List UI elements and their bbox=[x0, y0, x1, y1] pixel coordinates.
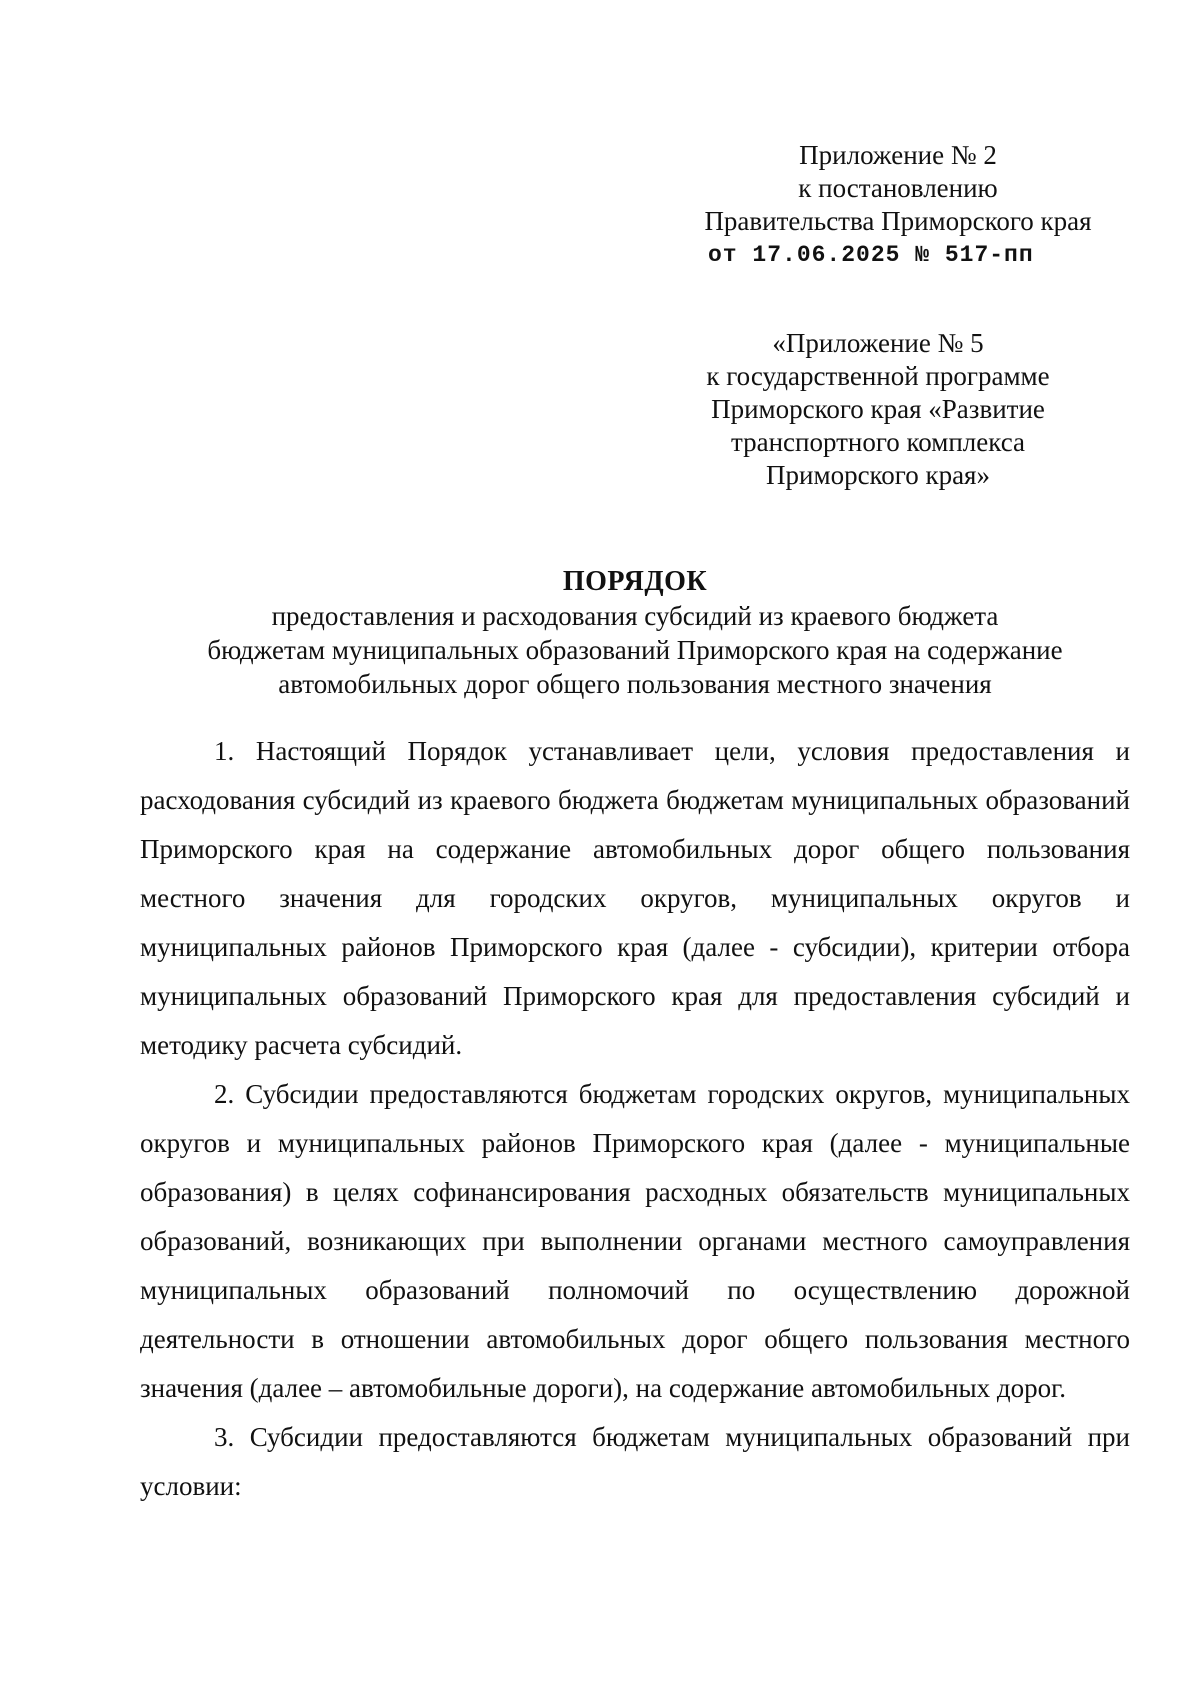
document-subtitle-line-1: предоставления и расходования субсидий из краевого бюджета bbox=[271, 601, 999, 631]
appendix-5-title: «Приложение № 5 bbox=[772, 328, 984, 358]
appendix-5-program-line-3: Приморского края» bbox=[766, 460, 990, 490]
appendix-2-issuer: Правительства Приморского края bbox=[704, 206, 1092, 236]
appendix-5-header bbox=[628, 327, 1128, 492]
resolution-number-stamp: от 17.06.2025 № 517-пп bbox=[708, 242, 1034, 268]
paragraph-3: 3. Субсидии предоставляются бюджетам муниципальных образований при условии: bbox=[140, 1422, 1130, 1501]
document-subtitle-line-3: автомобильных дорог общего пользования местного значения bbox=[278, 669, 992, 699]
appendix-2-title: Приложение № 2 bbox=[799, 140, 997, 170]
document-title: ПОРЯДОК bbox=[562, 566, 708, 597]
appendix-5-program-line-1: Приморского края «Развитие bbox=[711, 394, 1045, 424]
paragraph-2: 2. Субсидии предоставляются бюджетам городских округов, муниципальных округов и муниципальных районов Приморского края (далее - муниципальные образования) в целях софинансирования расходных обязательств муниципальных образований, возникающих при выполнении органами местного самоуправления муниципальных образований полномочий по осуществлению дорожной деятельности в отношении автомобильных дорог общего пользования местного значения (далее – автомобильные дороги), на содержание автомобильных дорог. bbox=[140, 1079, 1130, 1403]
appendix-5-program-line-2: транспортного комплекса bbox=[730, 427, 1025, 457]
appendix-5-reference: к государственной программе bbox=[706, 361, 1050, 391]
document-body bbox=[140, 727, 1130, 1511]
document-title-block bbox=[140, 565, 1130, 701]
document-subtitle-line-2: бюджетам муниципальных образований Приморского края на содержание bbox=[207, 635, 1063, 665]
appendix-2-header bbox=[638, 139, 1158, 272]
paragraph-1: 1. Настоящий Порядок устанавливает цели, условия предоставления и расходования субсидий из краевого бюджета бюджетам муниципальных образований Приморского края на содержание автомобильных дорог общего пользования местного значения для городских округов, муниципальных округов и муниципальных районов Приморского края (далее - субсидии), критерии отбора муниципальных образований Приморского края для предоставления субсидий и методику расчета субсидий. bbox=[140, 736, 1130, 1060]
appendix-2-reference: к постановлению bbox=[798, 173, 998, 203]
